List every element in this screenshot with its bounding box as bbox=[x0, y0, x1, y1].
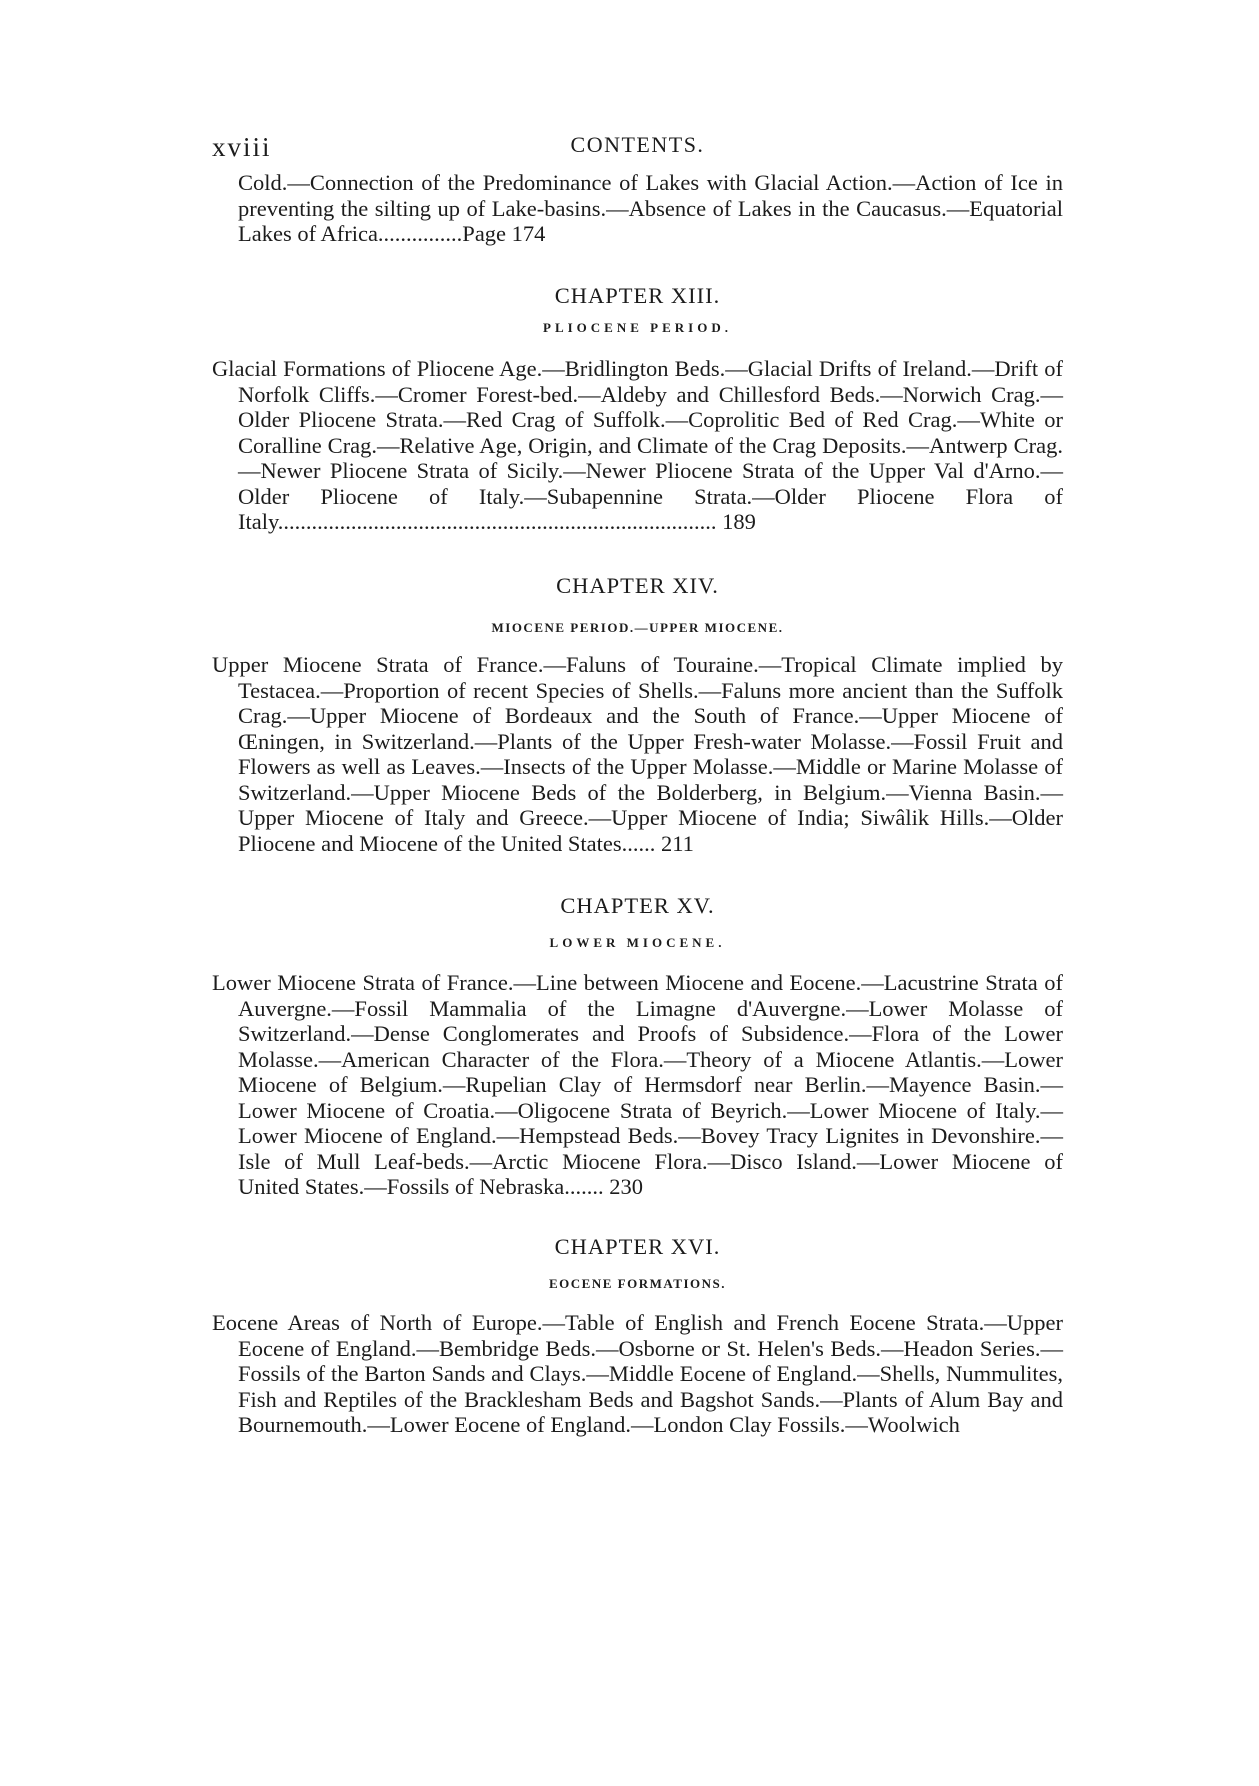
running-title: CONTENTS. bbox=[570, 132, 705, 157]
continuation-entry: Cold.—Connection of the Predominance of Lakes with Glacial Action.—Action of Ice in preventing the silting up of Lake-basins.—Absence of Lakes in the Caucasus.—Equatorial Lakes of Africa...............Page 174 bbox=[238, 170, 1063, 246]
chapter-heading: CHAPTER XIV. bbox=[556, 573, 719, 598]
chapter-subtitle: EOCENE FORMATIONS. bbox=[549, 1276, 726, 1291]
page-header bbox=[212, 132, 1063, 168]
chapter-subtitle: LOWER MIOCENE. bbox=[549, 935, 726, 950]
chapter-subtitle: MIOCENE PERIOD.—UPPER MIOCENE. bbox=[491, 620, 784, 635]
chapter-summary: Glacial Formations of Pliocene Age.—Bridlington Beds.—Glacial Drifts of Ireland.—Drift of Norfolk Cliffs.—Cromer Forest-bed.—Aldeby and Chillesford Beds.—Norwich Crag.—Older Pliocene Strata.—Red Crag of Suffolk.—Coprolitic Bed of Red Crag.—White or Coralline Crag.—Relative Age, Origin, and Climate of the Crag Deposits.—Antwerp Crag.—Newer Pliocene Strata of Sicily.—Newer Pliocene Strata of the Upper Val d'Arno.—Older Pliocene of Italy.—Subapennine Strata.—Older Pliocene Flora of Italy.............................................................................. 189 bbox=[212, 356, 1063, 534]
chapter-heading: CHAPTER XVI. bbox=[554, 1234, 721, 1259]
chapter-summary: Lower Miocene Strata of France.—Line between Miocene and Eocene.—Lacustrine Strata of Auvergne.—Fossil Mammalia of the Limagne d'Auvergne.—Lower Molasse of Switzerland.—Dense Conglomerates and Proofs of Subsidence.—Flora of the Lower Molasse.—American Character of the Flora.—Theory of a Miocene Atlantis.—Lower Miocene of Belgium.—Rupelian Clay of Hermsdorf near Berlin.—Mayence Basin.—Lower Miocene of Croatia.—Oligocene Strata of Beyrich.—Lower Miocene of Italy.—Lower Miocene of England.—Hempstead Beds.—Bovey Tracy Lignites in Devonshire.—Isle of Mull Leaf-beds.—Arctic Miocene Flora.—Disco Island.—Lower Miocene of United States.—Fossils of Nebraska....... 230 bbox=[212, 970, 1063, 1199]
chapter-summary: Upper Miocene Strata of France.—Faluns of Touraine.—Tropical Climate implied by Testacea.—Proportion of recent Species of Shells.—Faluns more ancient than the Suffolk Crag.—Upper Miocene of Bordeaux and the South of France.—Upper Miocene of Œningen, in Switzerland.—Plants of the Upper Fresh-water Molasse.—Fossil Fruit and Flowers as well as Leaves.—Insects of the Upper Molasse.—Middle or Marine Molasse of Switzerland.—Upper Miocene Beds of the Bolderberg, in Belgium.—Vienna Basin.—Upper Miocene of Italy and Greece.—Upper Miocene of India; Siwâlik Hills.—Older Pliocene and Miocene of the United States...... 211 bbox=[212, 652, 1063, 856]
page-number: xviii bbox=[212, 132, 272, 162]
chapter-summary: Eocene Areas of North of Europe.—Table of English and French Eocene Strata.—Upper Eocene of England.—Bembridge Beds.—Osborne or St. Helen's Beds.—Headon Series.—Fossils of the Barton Sands and Clays.—Middle Eocene of England.—Shells, Nummulites, Fish and Reptiles of the Bracklesham Beds and Bagshot Sands.—Plants of Alum Bay and Bournemouth.—Lower Eocene of England.—London Clay Fossils.—Woolwich bbox=[212, 1310, 1063, 1437]
chapter-subtitle: PLIOCENE PERIOD. bbox=[543, 320, 732, 335]
chapter-heading: CHAPTER XIII. bbox=[554, 283, 721, 308]
chapter-heading: CHAPTER XV. bbox=[560, 893, 715, 918]
